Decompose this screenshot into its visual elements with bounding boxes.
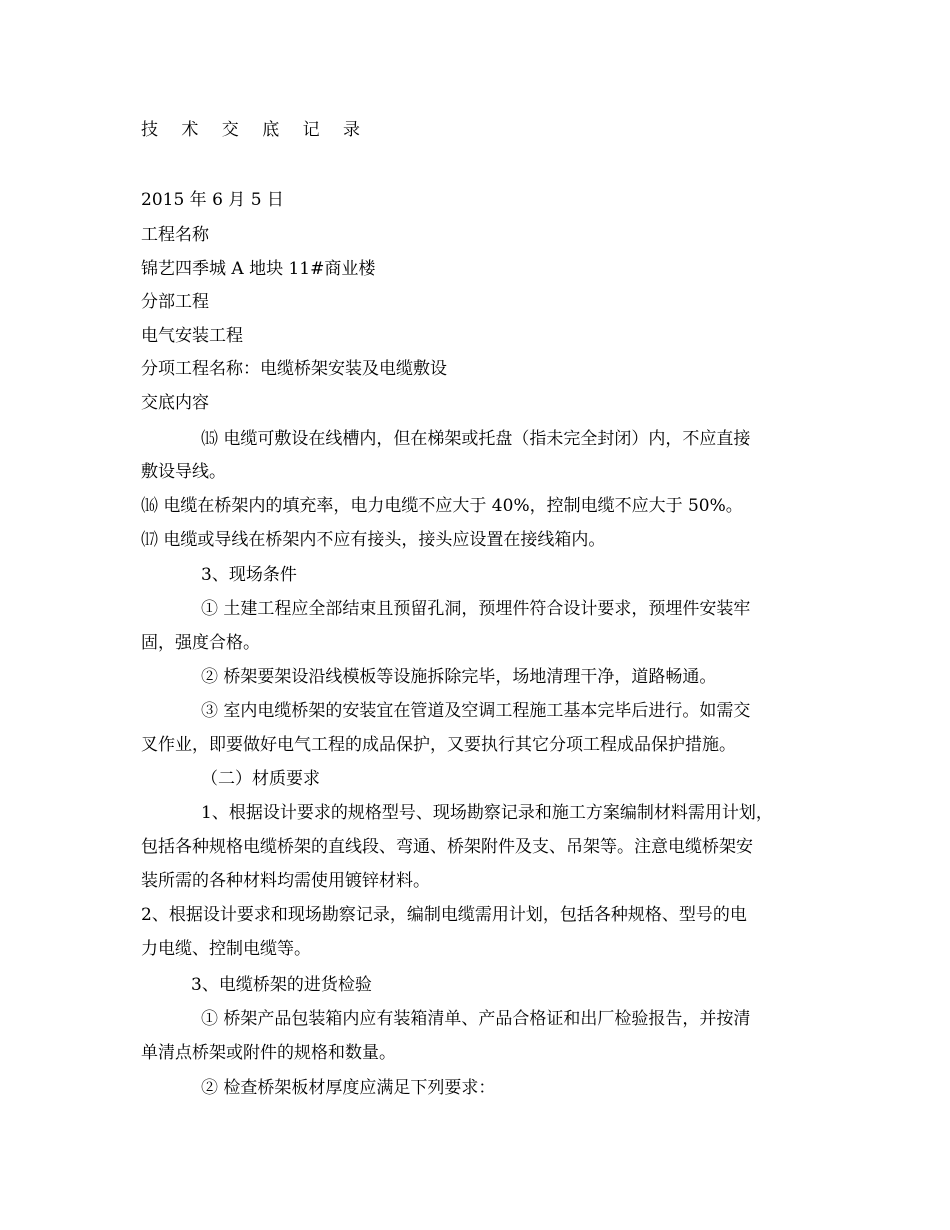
- content-line: 叉作业，即要做好电气工程的成品保护，又要执行其它分项工程成品保护措施。: [141, 735, 736, 755]
- content-line: ③ 室内电缆桥架的安装宜在管道及空调工程施工基本完毕后进行。如需交: [201, 701, 751, 721]
- content-line: ⒂ 电缆可敷设在线槽内，但在梯架或托盘（指未完全封闭）内，不应直接: [201, 429, 751, 449]
- content-line: 2、根据设计要求和现场勘察记录，编制电缆需用计划，包括各种规格、型号的电: [141, 905, 747, 925]
- content-label: 交底内容: [141, 393, 209, 413]
- content-line: 装所需的各种材料均需使用镀锌材料。: [141, 871, 430, 891]
- content-line: ① 土建工程应全部结束且预留孔洞，预埋件符合设计要求，预埋件安装牢: [201, 599, 751, 619]
- section-heading: （二）材质要求: [201, 769, 320, 789]
- section-heading: 3、电缆桥架的进货检验: [191, 975, 372, 995]
- content-line: 单清点桥架或附件的规格和数量。: [141, 1043, 396, 1063]
- content-line: ⒄ 电缆或导线在桥架内不应有接头，接头应设置在接线箱内。: [141, 530, 606, 550]
- content-line: 1、根据设计要求的规格型号、现场勘察记录和施工方案编制材料需用计划，: [201, 803, 773, 823]
- content-line: 力电缆、控制电缆等。: [141, 939, 311, 959]
- content-line: ⒃ 电缆在桥架内的填充率，电力电缆不应大于 40%，控制电缆不应大于 50%。: [141, 496, 743, 516]
- content-line: 包括各种规格电缆桥架的直线段、弯通、桥架附件及支、吊架等。注意电缆桥架安: [141, 837, 753, 857]
- section-heading: 3、现场条件: [201, 565, 297, 585]
- content-line: 敷设导线。: [141, 462, 226, 482]
- content-line: ② 检查桥架板材厚度应满足下列要求：: [201, 1078, 496, 1098]
- division-value: 电气安装工程: [141, 326, 243, 346]
- content-line: ② 桥架要架设沿线模板等设施拆除完毕，场地清理干净，道路畅通。: [201, 667, 717, 687]
- document-date: 2015 年 6 月 5 日: [141, 190, 284, 210]
- document-title: 技 术 交 底 记 录: [141, 120, 370, 140]
- content-line: ① 桥架产品包装箱内应有装箱清单、产品合格证和出厂检验报告，并按清: [201, 1009, 751, 1029]
- project-name-value: 锦艺四季城 A 地块 11#商业楼: [141, 259, 376, 279]
- division-label: 分部工程: [141, 292, 209, 312]
- subitem-name: 分项工程名称：电缆桥架安装及电缆敷设: [141, 359, 447, 379]
- content-line: 固，强度合格。: [141, 633, 260, 653]
- project-name-label: 工程名称: [141, 225, 209, 245]
